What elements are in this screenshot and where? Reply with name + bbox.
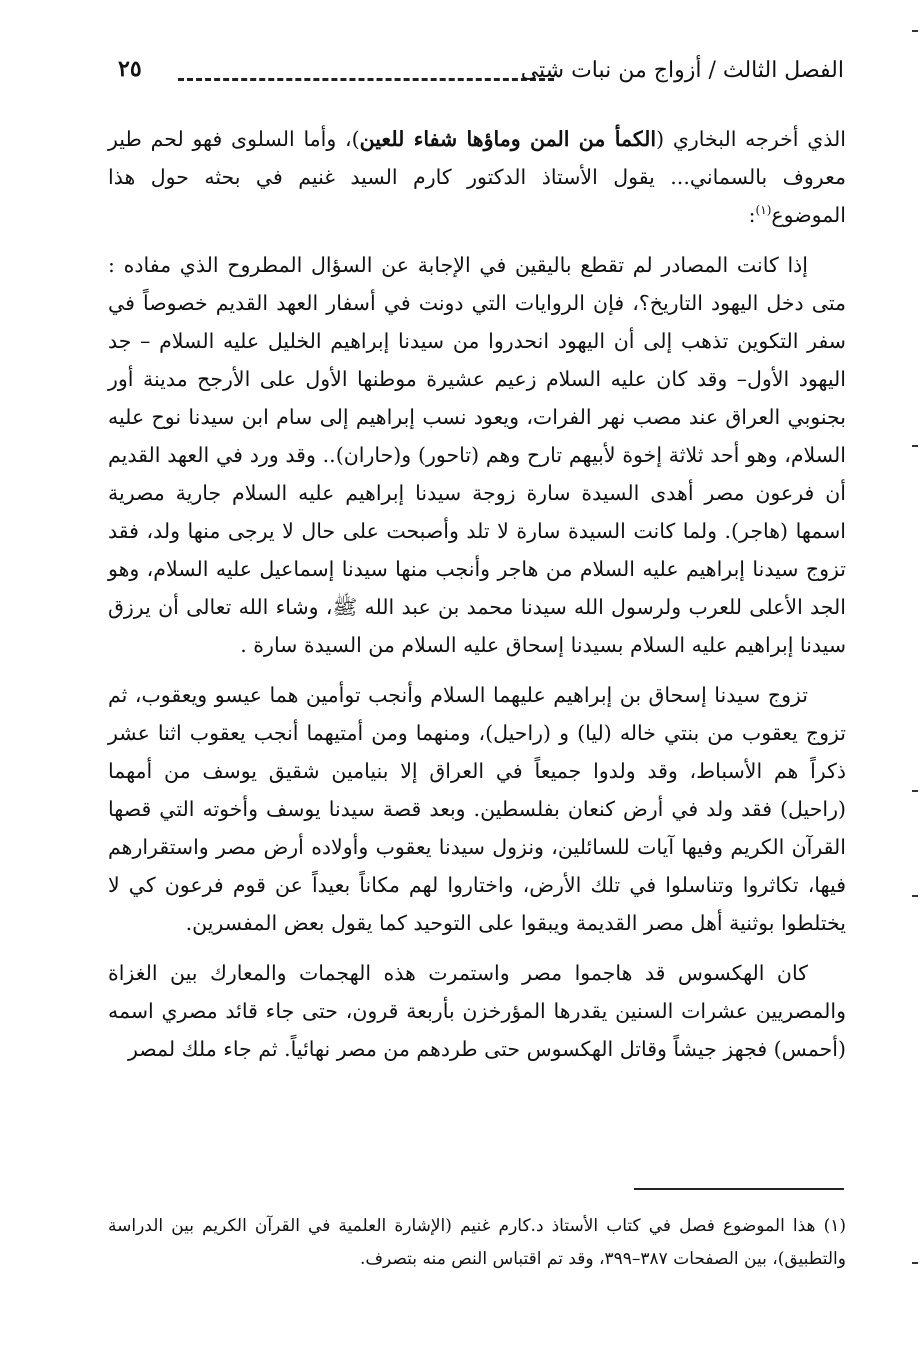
footnote-reference: (١): [755, 203, 772, 218]
scan-edge-mark: [912, 790, 918, 792]
chapter-title: الفصل الثالث / أزواج من نبات شتى: [520, 58, 844, 83]
p1-text-continued: )، وأما السلوى فهو لحم طير معروف بالسماني... يقول الأستاذ الدكتور كارم السيد غنيم في بحثه حول هذا الموضوع: [108, 127, 846, 227]
p1-text-start: الذي أخرجه البخاري (: [656, 127, 846, 151]
scan-edge-mark: [912, 895, 918, 897]
paragraph-2: إذا كانت المصادر لم تقطع باليقين في الإجابة عن السؤال المطروح الذي مفاده : متى دخل اليهود التاريخ؟، فإن الروايات التي دونت في أسفار العهد القديم خصوصاً في سفر التكوين تذهب إلى أن اليهود انحدروا من سيدنا إبراهيم الخليل عليه السلام – جد اليهود الأول– وقد كان عليه السلام زعيم عشيرة موطنها الأول على الأرجح مدينة أور بجنوبي العراق عند مصب نهر الفرات، ويعود نسب إبراهيم إلى سام ابن سيدنا نوح عليه السلام، وهو أحد ثلاثة إخوة لأبيهم تارح وهم (تاحور) و(حاران).. وقد ورد في العهد القديم أن فرعون مصر أهدى السيدة سارة زوجة سيدنا إبراهيم عليه السلام جارية مصرية اسمها (هاجر). ولما كانت السيدة سارة لا تلد وأصبحت على حال لا يرجى منها ولد، فقد تزوج سيدنا إبراهيم عليه السلام من هاجر وأنجب منها سيدنا إسماعيل عليه السلام، وهو الجد الأعلى للعرب ولرسول الله سيدنا محمد بن عبد الله ﷺ، وشاء الله تعالى أن يرزق سيدنا إبراهيم عليه السلام بسيدنا إسحاق عليه السلام من السيدة سارة .: [108, 253, 846, 657]
header-dashed-rule: [178, 78, 554, 81]
scan-edge-mark: [912, 30, 918, 32]
paragraph-1: [108, 120, 846, 234]
paragraph-4: كان الهكسوس قد هاجموا مصر واستمرت هذه الهجمات والمعارك بين الغزاة والمصريين عشرات السنين يقدرها المؤرخزن بأربعة قرون، حتى جاء قائد مصري اسمه (أحمس) فجهز جيشاً وقاتل الهكسوس حتى طردهم من مصر نهائياً. ثم جاء ملك لمصر: [108, 961, 846, 1061]
scan-edge-mark: [912, 1262, 918, 1264]
hadith-quote: الكمأ من المن وماؤها شفاء للعين: [359, 127, 657, 151]
paragraph-3: تزوج سيدنا إسحاق بن إبراهيم عليهما السلام وأنجب توأمين هما عيسو ويعقوب، ثم تزوج يعقوب من بنتي خاله (ليا) و (راحيل)، ومنهما ومن أمتيهما أنجب يعقوب اثنا عشر ذكراً هم الأسباط، وقد ولدوا جميعاً في العراق إلا بنيامين شقيق يوسف من أمهما (راحيل) فقد ولد في أرض كنعان بفلسطين. وبعد قصة سيدنا يوسف وأخوته التي قصها القرآن الكريم وفيها آيات للسائلين، ونزول سيدنا يعقوب وأولاده أرض مصر واستقرارهم فيها، تكاثروا وتناسلوا في تلك الأرض، واختاروا لهم مكاناً بعيداً عن قوم فرعون كي لا يختلطوا بوثنية أهل مصر القديمة ويبقوا على التوحيد كما يقول بعض المفسرين.: [108, 683, 846, 935]
body-text: [108, 120, 846, 1080]
p1-text-end: :: [748, 203, 756, 227]
scan-edge-mark: [912, 445, 918, 447]
footnote: (١) هذا الموضوع فصل في كتاب الأستاذ د.كارم غنيم (الإشارة العلمية في القرآن الكريم بين الدراسة والتطبيق)، بين الصفحات ٣٨٧–٣٩٩، وقد تم اقتباس النص منه بتصرف.: [108, 1216, 846, 1269]
page-number: ٢٥: [118, 56, 142, 82]
footnote-separator: [634, 1188, 844, 1190]
running-header: [118, 58, 844, 98]
